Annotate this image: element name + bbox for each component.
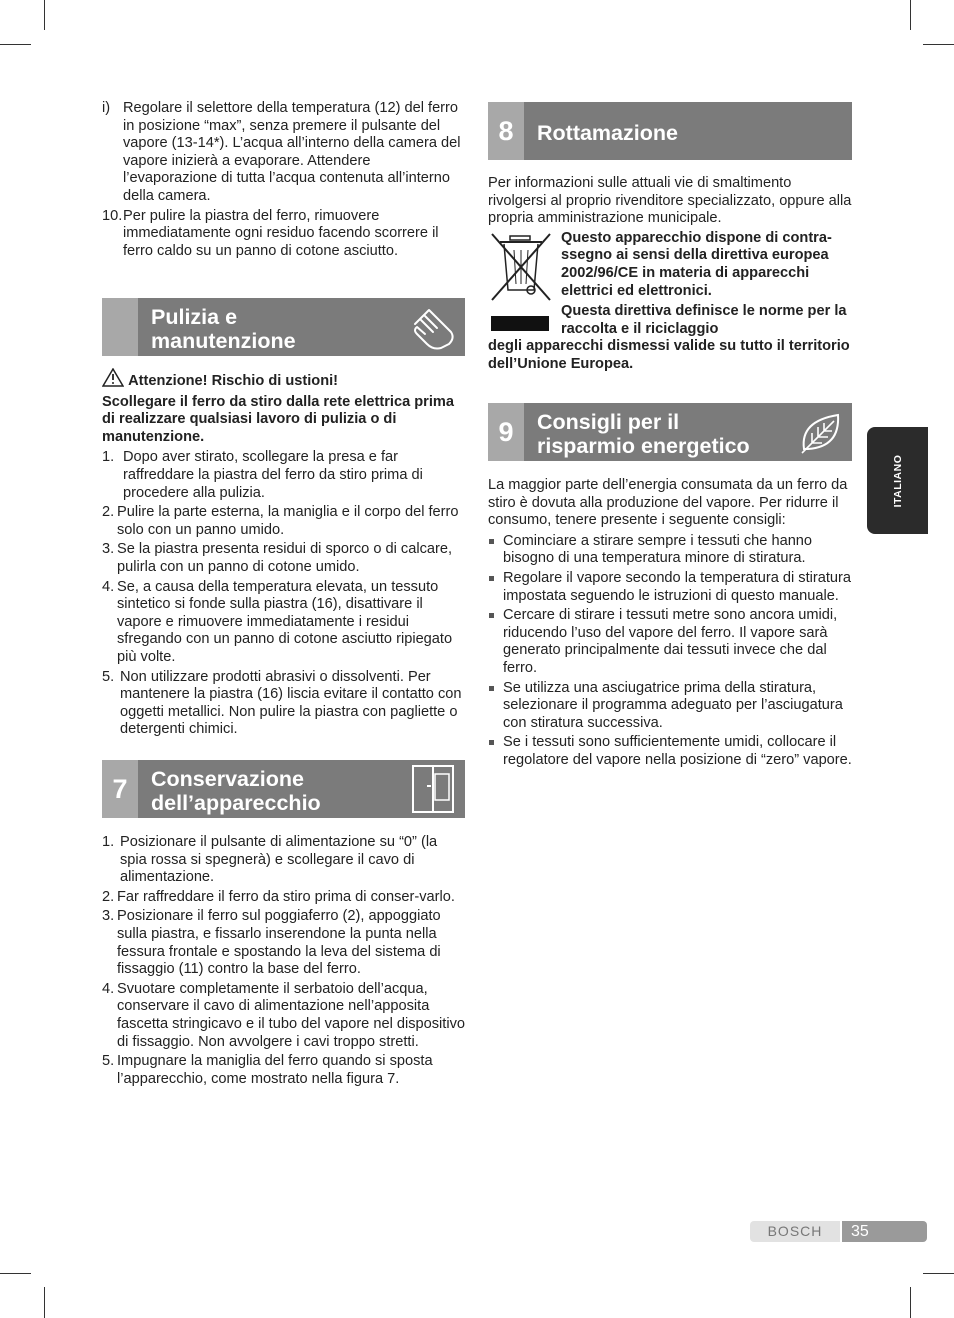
crop-mark [910, 1287, 911, 1318]
language-tab: ITALIANO [867, 427, 928, 534]
footer-brand: BOSCH [750, 1221, 840, 1242]
hand-wipe-icon [407, 302, 459, 352]
section-number: 8 [488, 102, 524, 160]
list-item: i) Regolare il selettore della temperatura (12) del ferro in posizione “max”, senza premere il pulsante del vapore (13-14*). L’acqua all’interno della camera del vapore inizierà a evaporare. Attendere l’evaporazione di tutta l’acqua contenuta all’interno della camera. [102, 100, 461, 204]
list-item: 4. Se, a causa della temperatura elevata, un tessuto sintetico si fonde sulla piastra (16), disattivare il vapore e rimuovere immediatamente i residui sfregando con un panno di cotone asciutto ripiegato più volte. [102, 578, 453, 665]
crop-mark [0, 1273, 31, 1274]
list-item: 5. Non utilizzare prodotti abrasivi o dissolventi. Per mantenere la piastra (16) liscia evitare il contatto con oggetti metallici. Non pulire la piastra con pagliette o detergenti chimici. [102, 668, 462, 738]
list-item: Se i tessuti sono sufficientemente umidi, collocare il regolatore del vapore nella posizione di “zero” vapore. [488, 734, 852, 769]
weee-symbol [488, 230, 554, 330]
list-item: 2. Pulire la parte esterna, la maniglia e il corpo del ferro solo con un panno umido. [102, 504, 459, 538]
crop-mark [44, 0, 45, 30]
list-item: 4. Svuotare completamente il serbatoio dell’acqua, conservare il cavo di alimentazione nell’apposita fascetta stringicavo e il tubo del vapore nel dispositivo di fissaggio. Non avvolgere i cavi troppo stretti. [102, 980, 466, 1050]
section-header-energy [488, 403, 852, 461]
wardrobe-icon [407, 764, 459, 814]
section-title: Consigli per il risparmio energetico [537, 409, 750, 458]
section-header-disposal [488, 102, 852, 160]
warning-triangle-icon [102, 368, 124, 387]
cleaning-content: Attenzione! Rischio di ustioni! Scollegare il ferro da stiro dalla rete elettrica prima di realizzare qualsiasi lavoro di pulizia o di manutenzione. 1. Dopo aver stirato, scollegare la presa e far raffreddare la piastra del ferro da stiro prima di procedere alla pulizia. 2. Pulire la parte esterna, la maniglia e il corpo del ferro solo con un panno umido. 3. Se la piastra presenta residui di sporco o di calcare, pulirla con un panno di cotone umido. 4. Se, a causa della temperatura elevata, un tessuto sintetico si fonde sulla piastra (16), disattivare il vapore e rimuovere immediatamente i residui sfregando con un panno di cotone asciutto ripiegato più volte. 5. Non utilizzare prodotti abrasivi o dissolventi. Per mantenere la piastra (16) liscia evitare il contatto con oggetti metallici. Non pulire la piastra con pagliette o detergenti chimici. [102, 368, 465, 741]
storage-content [102, 834, 465, 1090]
crossed-bin-icon [488, 230, 554, 308]
section-number: 9 [488, 403, 524, 461]
list-item: 3. Se la piastra presenta residui di sporco o di calcare, pulirla con un panno di cotone umido. [102, 541, 453, 575]
section-number [102, 298, 138, 356]
section-number: 7 [102, 760, 138, 818]
crop-mark [923, 1273, 954, 1274]
list-item: 5. Impugnare la maniglia del ferro quando si sposta l’apparecchio, come mostrato nella figura 7. [102, 1053, 433, 1087]
crop-mark [44, 1287, 45, 1318]
list-item: Regolare il vapore secondo la temperatura di stiratura impostata seguendo le istruzioni di questo manuale. [488, 570, 852, 605]
list-item: Cominciare a stirare sempre i tessuti che hanno bisogno di una temperatura minore di stiratura. [488, 533, 852, 568]
list-item: 3. Posizionare il ferro sul poggiaferro (2), appoggiato sulla piastra, e fissarlo inserendone la punta nella fessura frontale e spostando la leva del sistema di fissaggio (11) contro la base del ferro. [102, 908, 441, 978]
section-header-storage [102, 760, 465, 818]
list-item: 1. Posizionare il pulsante di alimentazione su “0” (la spia rossa si spegnerà) e scollegare il cavo di alimentazione. [102, 834, 438, 886]
list-item: Cercare di stirare i tessuti metre sono ancora umidi, riducendo l’uso del vapore del ferro. Il vapore sarà generato principalmente dai tessuti invece che dal ferro. [488, 607, 852, 677]
section-header-cleaning [102, 298, 465, 356]
section-title: Conservazione dell’apparecchio [151, 766, 321, 815]
disposal-content: Per informazioni sulle attuali vie di smaltimento rivolgersi al proprio rivenditore specializzato, oppure alla propria amministrazione municipale. Questo apparecchio dispone di contra-ssegno ai sensi della direttiva europea 2002/96/CE in materia di apparecchi elettrici ed elettronici. Questa direttiva definisce le norme per la raccolta e il riciclaggio degli apparecchi dismessi valide su tutto il territorio dell’Unione Europea. [488, 175, 852, 372]
leaf-icon [794, 407, 846, 457]
list-item: 2. Far raffreddare il ferro da stiro prima di conser-varlo. [102, 888, 455, 905]
list-item: 1. Dopo aver stirato, scollegare la presa e far raffreddare la piastra del ferro da stiro prima di procedere alla pulizia. [102, 449, 423, 501]
page-number: 35 [842, 1221, 927, 1242]
top-list [102, 100, 464, 262]
list-item: Se utilizza una asciugatrice prima della stiratura, selezionare il programma adeguato per l’asciugatura con stiratura successiva. [488, 680, 852, 733]
list-item: 10. Per pulire la piastra del ferro, rimuovere immediatamente ogni residuo facendo scorrere il ferro caldo su un panno di cotone asciutto. [102, 207, 439, 259]
warning-line: Attenzione! Rischio di ustioni! [102, 368, 465, 391]
section-title: Pulizia e manutenzione [151, 304, 296, 353]
crop-mark [923, 44, 954, 45]
energy-content: La maggior parte dell’energia consumata da un ferro da stiro è dovuta alla produzione del vapore. Per ridurre il consumo, tenere presente i seguente consigli: Cominciare a stirare sempre i tessuti che hanno bisogno di una temperatura minore di stiratura. Regolare il vapore secondo la temperatura di stiratura impostata seguendo le istruzioni di questo manuale. Cercare di stirare i tessuti metre sono ancora umidi, riducendo l’uso del vapore del ferro. Il vapore sarà generato principalmente dai tessuti invece che dal ferro. Se utilizza una asciugatrice prima della stiratura, selezionare il programma adeguato per l’asciugatura con stiratura successiva. Se i tessuti sono sufficientemente umidi, collocare il regolatore del vapore nella posizione di “zero” vapore. [488, 477, 852, 768]
section-title: Rottamazione [537, 120, 678, 145]
crop-mark [910, 0, 911, 30]
crop-mark [0, 44, 31, 45]
